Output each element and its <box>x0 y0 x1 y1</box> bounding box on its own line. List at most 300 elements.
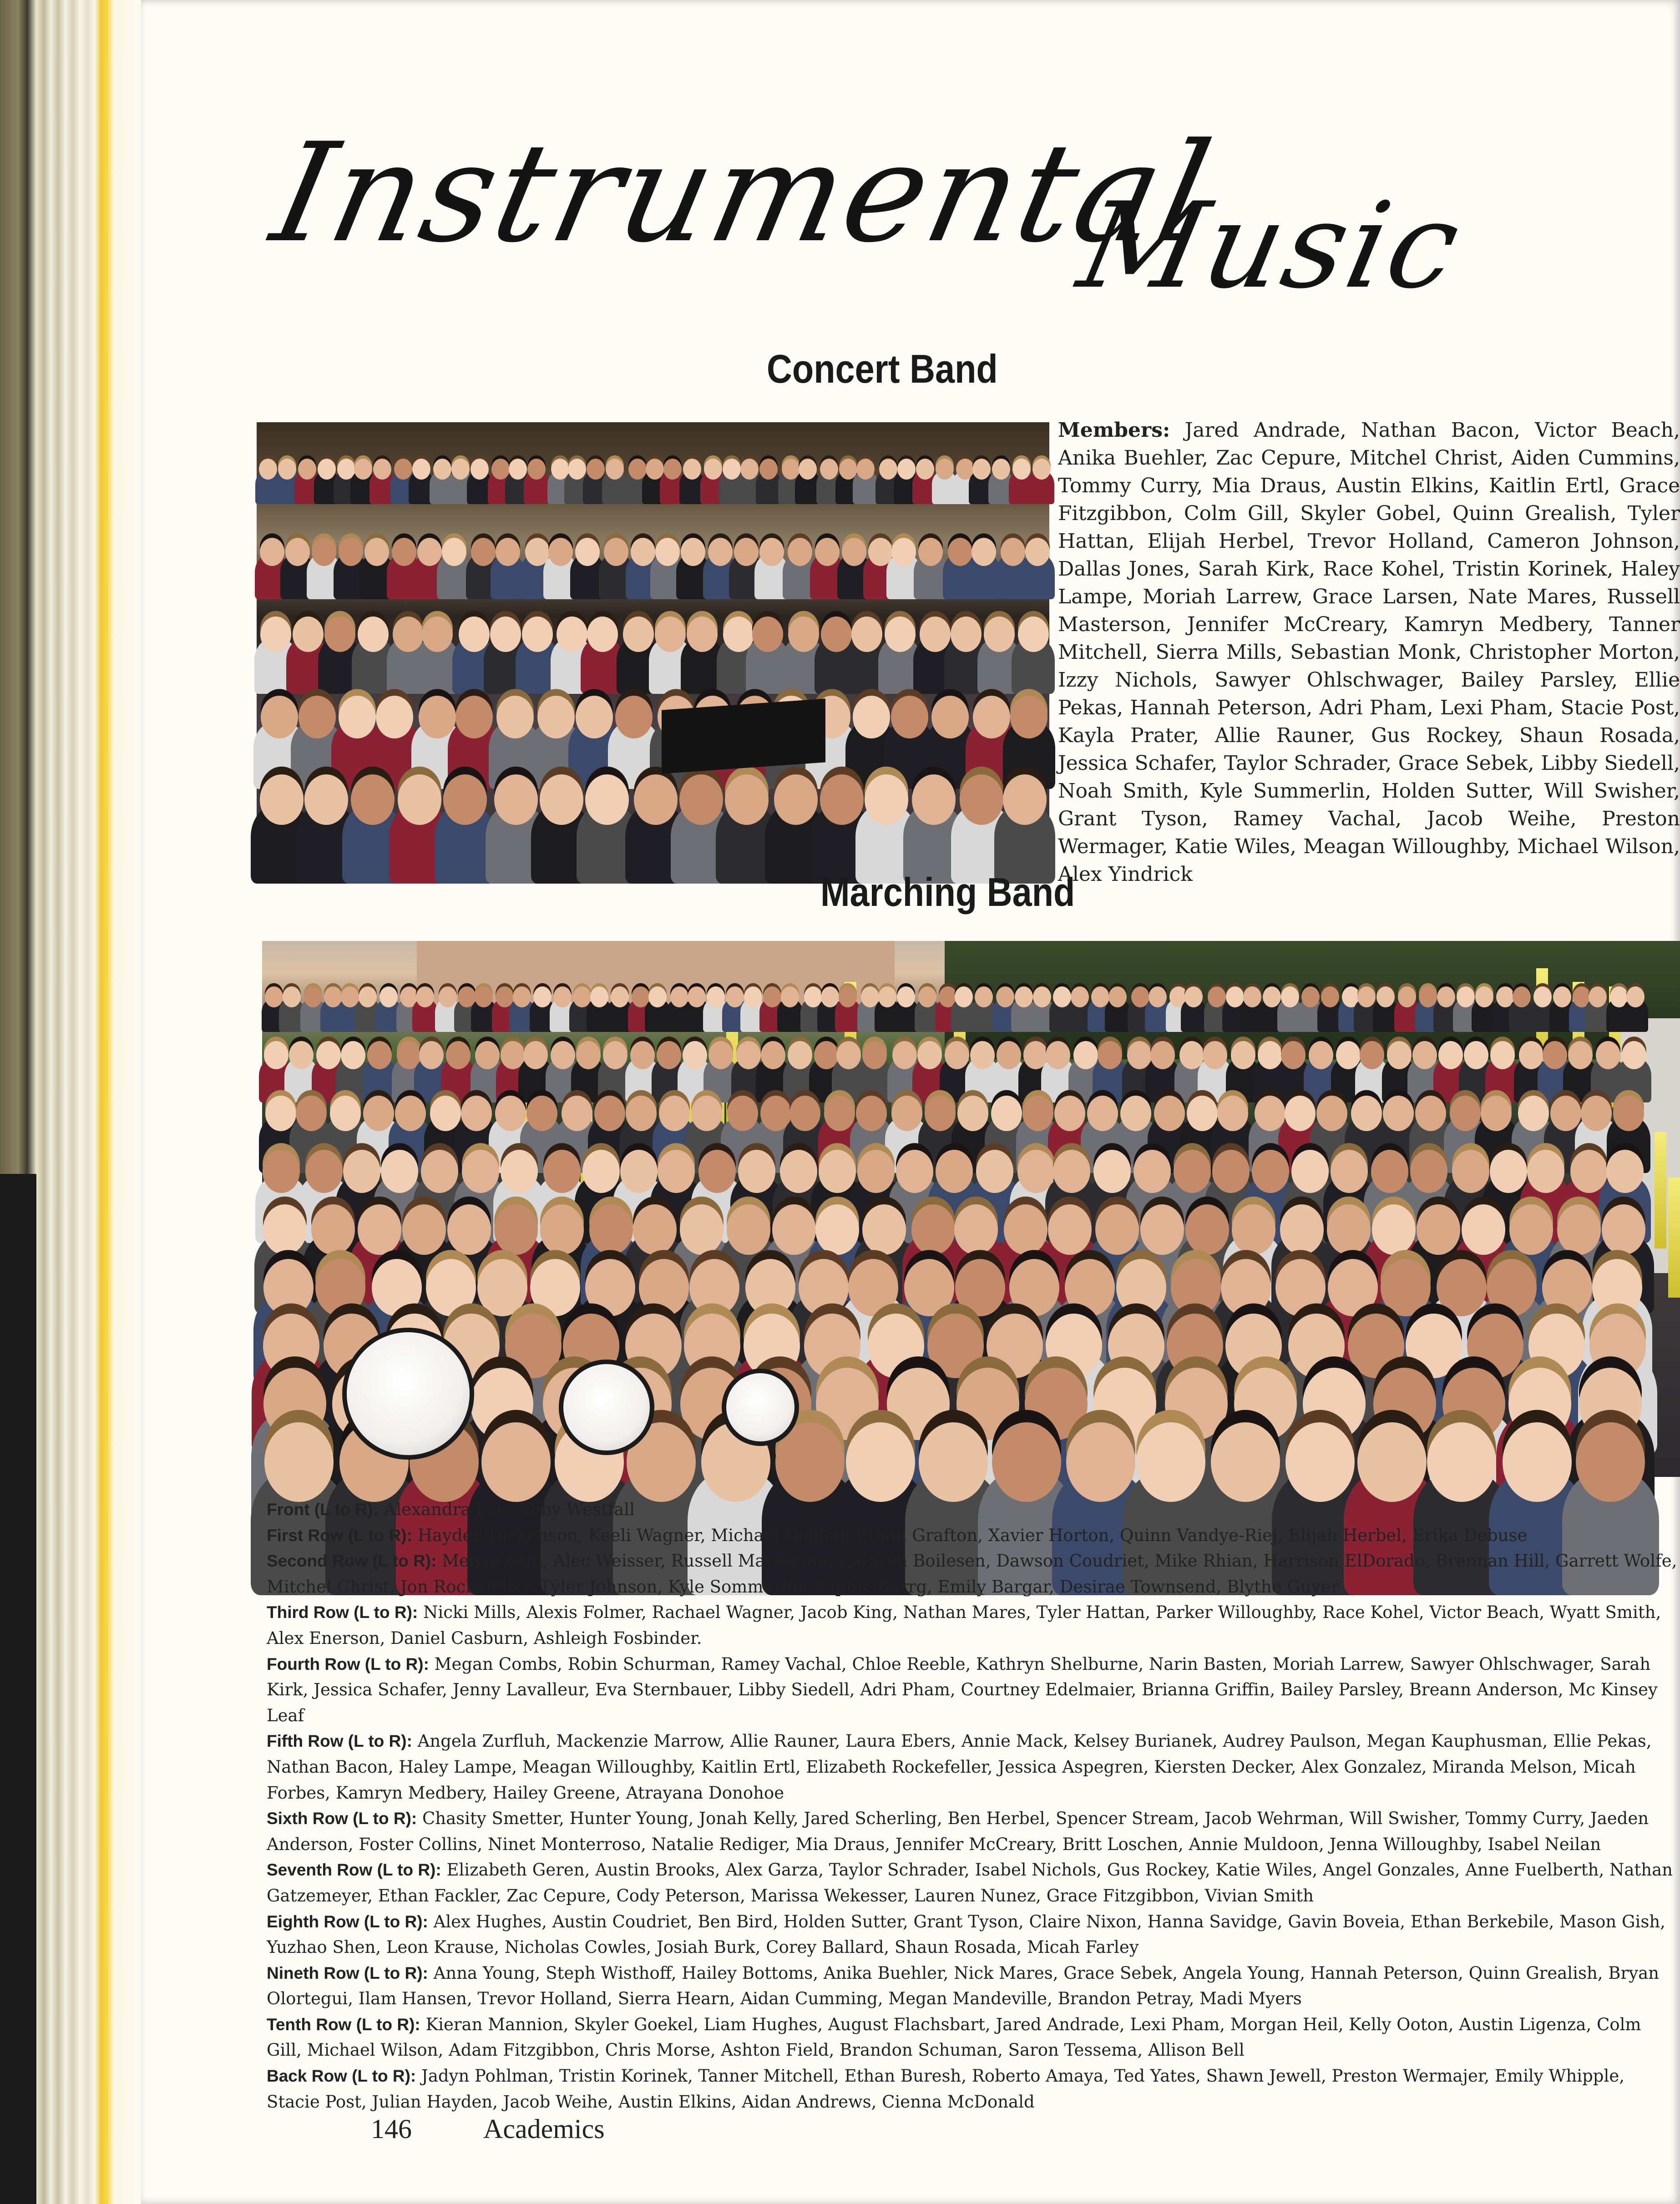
person-head <box>283 986 301 1007</box>
person-head <box>590 986 608 1007</box>
person-head <box>1606 1150 1644 1193</box>
person-head <box>815 1204 859 1254</box>
person-head <box>1275 1259 1326 1317</box>
person-head <box>341 1041 365 1069</box>
concert-band-crowd <box>257 422 1049 854</box>
person-head <box>655 538 680 566</box>
person-head <box>426 1259 476 1317</box>
person-head <box>1066 1422 1135 1502</box>
person-head <box>853 696 890 738</box>
person-head <box>1093 1150 1131 1193</box>
person-head <box>936 1150 973 1193</box>
person-head <box>759 459 778 480</box>
person-head <box>462 1150 499 1193</box>
person-head <box>263 1259 314 1317</box>
person-head <box>1450 1096 1481 1131</box>
caption-row-fifth: Fifth Row (L to R): Angela Zurfluh, Mackenzie Marrow, Allie Rauner, Laura Ebers, Annie Mack, Kelsey Burianek, Audrey Paulson, Megan Kauphusman, Ellie Pekas, Nathan Bacon, Haley Lampe, Meagan Willoughby, Kaitlin Ertl, Elizabeth Rockefeller, Jessica Aspegren, Kiersten Decker, Alex Gonzalez, Miranda Melson, Micah Forbes, Kamryn Medbery, Hailey Greene, Atrayana Donohoe <box>267 1731 1652 1803</box>
person-head <box>1372 1204 1416 1254</box>
person-head <box>264 1041 288 1069</box>
person-head <box>1376 986 1395 1007</box>
person-head <box>1136 1422 1205 1502</box>
person-head <box>316 1041 341 1069</box>
person-head <box>1415 1096 1446 1131</box>
person-head <box>548 538 573 566</box>
person-head <box>1022 1096 1053 1131</box>
person-head <box>278 459 296 480</box>
person-head <box>1073 1041 1098 1069</box>
person-head <box>1336 1041 1361 1069</box>
title-music: Music <box>1068 177 1473 315</box>
person-head <box>417 538 442 566</box>
person-head <box>1576 1422 1645 1502</box>
person-head <box>372 1259 422 1317</box>
person-head <box>439 986 457 1007</box>
person-head <box>562 1096 592 1131</box>
person-head <box>683 1041 707 1069</box>
person-head <box>1065 1259 1115 1317</box>
person-head <box>1596 1041 1620 1069</box>
person-head <box>1487 1259 1537 1317</box>
page-number: 146 <box>371 2114 412 2144</box>
person-head <box>395 1096 426 1131</box>
person-head <box>745 1259 795 1317</box>
person-head <box>354 459 372 480</box>
person-head <box>862 1204 906 1254</box>
caption-row-eighth: Eighth Row (L to R): Alex Hughes, Austin Coudriet, Ben Bird, Holden Sutter, Grant Tyson, Claire Nixon, Hanna Savidge, Gavin Boveia, Ethan Berkebile, Mason Gish, Yuzhao Shen, Leon Krause, Nicholas Cowles, Josiah Burk, Corey Ballard, Shaun Rosada, Micah Farley <box>267 1911 1665 1957</box>
person-head <box>1427 1422 1496 1502</box>
person-head <box>1437 1259 1487 1317</box>
concert-band-heading: Concert Band <box>767 346 998 391</box>
person-head <box>679 774 723 824</box>
person-head <box>659 1096 690 1131</box>
person-head <box>1581 1096 1612 1131</box>
person-head <box>1568 1041 1593 1069</box>
person-head <box>447 1204 491 1254</box>
person-head <box>897 986 915 1007</box>
person-head <box>836 1041 861 1069</box>
person-head <box>1410 1150 1447 1193</box>
person-head <box>1116 1259 1166 1317</box>
person-head <box>1211 1422 1280 1502</box>
person-head <box>285 538 310 566</box>
person-head <box>681 538 705 566</box>
person-head <box>780 1150 817 1193</box>
person-head <box>1095 1204 1139 1254</box>
person-head <box>1255 1096 1285 1131</box>
person-head <box>704 459 722 480</box>
person-head <box>260 774 304 824</box>
person-head <box>997 1041 1021 1069</box>
person-head <box>633 1204 677 1254</box>
person-head <box>264 1422 334 1502</box>
person-head <box>972 538 996 566</box>
person-head <box>657 1041 681 1069</box>
person-head <box>576 696 613 738</box>
person-head <box>496 538 520 566</box>
person-head <box>380 986 398 1007</box>
person-head <box>680 1204 724 1254</box>
person-head <box>1280 1204 1324 1254</box>
person-head <box>1357 1422 1427 1502</box>
person-head <box>419 1041 444 1069</box>
person-head <box>1001 538 1025 566</box>
person-head <box>774 774 818 824</box>
bass-drum <box>559 1360 654 1455</box>
person-head <box>475 1041 500 1069</box>
person-head <box>707 986 725 1007</box>
caption-row-second: Second Row (L to R): Megan Nun, Alec Weisser, Russell Masterson, Kathryn Boilesen, Dawson Coudriet, Mike Rhian, Harrison ElDorado, Brennan Hill, Garrett Wolfe, Mitchel Christ, Jon Rockefeller, Tyler Johnson, Kyle Sommerlin, Sophie Barrg, Emily Bargar, Desirae Townsend, Blythe Guyer <box>267 1551 1677 1597</box>
person-head <box>820 459 838 480</box>
person-head <box>1513 986 1531 1007</box>
person-head <box>1120 1096 1151 1131</box>
caption-row-ninth: Nineth Row (L to R): Anna Young, Steph Wisthoff, Hailey Bottoms, Anika Buehler, Nick Mares, Grace Sebek, Angela Young, Hannah Peterson, Quinn Grealish, Bryan Olortegui, Ilam Hansen, Trevor Holland, Sierra Hearn, Aidan Cumming, Megan Mandeville, Brandon Petray, Madi Myers <box>267 1963 1659 2009</box>
person-head <box>557 617 587 652</box>
person-head <box>1108 986 1127 1007</box>
person-head <box>865 774 908 824</box>
person-head <box>1383 1096 1414 1131</box>
person-head <box>788 617 819 652</box>
person-head <box>1309 1041 1333 1069</box>
person-head <box>904 1259 954 1317</box>
person-head <box>1553 986 1571 1007</box>
person-head <box>604 538 628 566</box>
person-head <box>1281 986 1299 1007</box>
person-head <box>1602 1204 1645 1254</box>
person-head <box>537 696 575 738</box>
person-head <box>471 538 496 566</box>
person-head <box>936 459 954 480</box>
person-head <box>412 459 430 480</box>
person-head <box>523 1041 548 1069</box>
person-head <box>1462 1204 1505 1254</box>
person-head <box>788 538 812 566</box>
members-label: Members: <box>1058 419 1170 442</box>
person-head <box>984 617 1015 652</box>
person-head <box>788 1041 812 1069</box>
bass-drum <box>722 1369 799 1446</box>
person-head <box>1406 1314 1462 1379</box>
person-head <box>1054 1096 1085 1131</box>
person-head <box>1527 1150 1564 1193</box>
person-head <box>455 696 493 738</box>
person-head <box>970 1041 995 1069</box>
person-head <box>1053 986 1071 1007</box>
person-head <box>1328 1259 1378 1317</box>
person-head <box>495 1096 526 1131</box>
person-head <box>819 1150 856 1193</box>
person-head <box>857 1150 895 1193</box>
person-head <box>1212 1150 1250 1193</box>
person-head <box>1438 1041 1463 1069</box>
members-list: Jared Andrade, Nathan Bacon, Victor Beach, Anika Buehler, Zac Cepure, Mitchel Christ, Aiden Cummins, Tommy Curry, Mia Draus, Austin Elkins, Kaitlin Ertl, Grace Fitzgibbon, Colm Gill, Skyler Gobel, Quinn Grealish, Tyler Hattan, Elijah Herbel, Trevor Holland, Cameron Johnson, Dallas Jones, Sarah Kirk, Race Kohel, Tristin Korinek, Haley Lampe, Moriah Larrew, Grace Larsen, Nate Mares, Russell Masterson, Jennifer McCreary, Kamryn Medbery, Tanner Mitchell, Sierra Mills, Sebastian Monk, Christopher Morton, Izzy Nichols, Sawyer Ohlschwager, Bailey Parsley, Ellie Pekas, Hannah Peterson, Adri Pham, Lexi Pham, Stacie Post, Kayla Prater, Allie Rauner, Gus Rockey, Shaun Rosada, Jessica Schafer, Taylor Schrader, Grace Sebek, Libby Siedell, Noah Smith, Kyle Summerlin, Holden Sutter, Will Swisher, Grant Tyson, Ramey Vachal, Jacob Weihe, Preston Wermager, Katie Wiles, Meagan Willoughby, Michael Wilson, Alex Yindrick <box>1058 419 1680 886</box>
person-head <box>957 1096 988 1131</box>
person-head <box>526 1096 557 1131</box>
person-head <box>1518 1096 1549 1131</box>
person-head <box>1032 459 1051 480</box>
person-head <box>708 1041 733 1069</box>
person-head <box>727 1096 758 1131</box>
person-head <box>648 986 667 1007</box>
person-head <box>1550 1096 1581 1131</box>
person-head <box>1232 1204 1275 1254</box>
person-head <box>972 459 991 480</box>
person-head <box>304 774 348 824</box>
person-head <box>1622 1041 1646 1069</box>
person-head <box>1171 1259 1221 1317</box>
person-head <box>289 1041 314 1069</box>
person-head <box>568 459 586 480</box>
person-head <box>1221 1259 1271 1317</box>
person-head <box>513 986 531 1007</box>
person-head <box>1371 1150 1408 1193</box>
person-head <box>1203 1041 1227 1069</box>
person-head <box>501 1150 538 1193</box>
person-head <box>1542 1259 1592 1317</box>
person-head <box>1018 617 1049 652</box>
person-head <box>763 986 781 1007</box>
person-head <box>1004 1204 1047 1254</box>
person-head <box>1626 986 1645 1007</box>
person-head <box>630 1041 655 1069</box>
person-head <box>626 1096 657 1131</box>
caption-row-front: Front (L to R): Alexandra Lee, Abby Westfall <box>267 1500 635 1519</box>
person-head <box>481 1422 551 1502</box>
person-head <box>925 1096 956 1131</box>
person-head <box>1543 1041 1567 1069</box>
person-head <box>1398 986 1416 1007</box>
person-head <box>789 1096 820 1131</box>
person-head <box>1133 1150 1171 1193</box>
person-head <box>339 696 376 738</box>
person-head <box>1281 1041 1306 1069</box>
person-head <box>821 617 852 652</box>
person-head <box>761 1041 785 1069</box>
person-head <box>1009 1259 1059 1317</box>
person-head <box>312 538 336 566</box>
person-head <box>1291 1150 1329 1193</box>
person-head <box>1457 986 1475 1007</box>
marching-band-caption <box>267 1497 1680 2112</box>
caption-row-third: Third Row (L to R): Nicki Mills, Alexis Folmer, Rachael Wagner, Jacob King, Nathan Mares, Tyler Hattan, Parker Willoughby, Race Kohel, Victor Beach, Wyatt Smith, Alex Enerson, Daniel Casburn, Ashleigh Fosbinder. <box>267 1602 1661 1648</box>
person-head <box>392 538 416 566</box>
person-head <box>917 1041 942 1069</box>
person-head <box>421 1150 458 1193</box>
person-head <box>744 986 762 1007</box>
person-head <box>846 1422 915 1502</box>
person-head <box>585 1259 635 1317</box>
marching-band-crowd <box>262 941 1680 1477</box>
person-head <box>430 1096 461 1131</box>
person-head <box>1033 986 1051 1007</box>
person-head <box>540 1204 584 1254</box>
person-head <box>973 696 1010 738</box>
person-head <box>442 538 466 566</box>
person-head <box>490 617 521 652</box>
person-head <box>772 1204 816 1254</box>
person-head <box>585 774 629 824</box>
person-head <box>1490 1041 1515 1069</box>
person-head <box>960 774 1003 824</box>
person-head <box>1475 986 1493 1007</box>
person-head <box>1327 1204 1371 1254</box>
person-head <box>299 696 336 738</box>
person-head <box>1174 1150 1211 1193</box>
person-head <box>496 696 534 738</box>
person-head <box>1613 1096 1644 1131</box>
person-head <box>575 538 600 566</box>
person-head <box>689 1259 739 1317</box>
caption-row-tenth: Tenth Row (L to R): Kieran Mannion, Skyler Goekel, Liam Hughes, August Flachsbart, Jared Andrade, Lexi Pham, Morgan Heil, Kelly Ooton, Austin Ligenza, Colm Gill, Michael Wilson, Adam Fitzgibbon, Chris Morse, Ashton Field, Brandon Schuman, Saron Tessema, Allison Bell <box>267 2014 1641 2060</box>
person-head <box>587 459 605 480</box>
person-head <box>975 986 993 1007</box>
person-head <box>1154 1096 1185 1131</box>
person-head <box>759 538 784 566</box>
caption-row-seventh: Seventh Row (L to R): Elizabeth Geren, Austin Brooks, Alex Garza, Taylor Schrader, Isabel Nichols, Gus Rockey, Katie Wiles, Angel Gonzales, Anne Fuelberth, Nathan Gatzemeyer, Ethan Fackler, Zac Cepure, Cody Peterson, Marissa Wekesser, Lauren Nunez, Grace Fitzgibbon, Vivian Smith <box>267 1860 1673 1906</box>
person-head <box>1437 986 1455 1007</box>
person-head <box>1321 986 1339 1007</box>
person-head <box>1149 986 1167 1007</box>
person-head <box>339 538 363 566</box>
person-head <box>376 696 413 738</box>
person-head <box>1452 1150 1489 1193</box>
person-head <box>976 1150 1013 1193</box>
person-head <box>398 774 441 824</box>
person-head <box>298 459 316 480</box>
person-head <box>851 617 882 652</box>
person-head <box>433 459 451 480</box>
person-head <box>799 1259 849 1317</box>
person-head <box>1098 1041 1122 1069</box>
person-head <box>530 1259 580 1317</box>
person-head <box>594 1096 625 1131</box>
person-head <box>631 538 655 566</box>
person-head <box>1464 1041 1488 1069</box>
person-head <box>1316 1096 1347 1131</box>
person-head <box>1263 986 1281 1007</box>
person-head <box>658 1150 695 1193</box>
person-head <box>259 459 277 480</box>
person-head <box>615 696 653 738</box>
person-head <box>351 774 395 824</box>
section-name: Academics <box>483 2114 605 2144</box>
person-head <box>839 986 857 1007</box>
person-head <box>996 986 1014 1007</box>
person-head <box>691 1096 722 1131</box>
person-head <box>912 774 956 824</box>
person-head <box>582 1150 620 1193</box>
person-head <box>1015 986 1033 1007</box>
person-head <box>1348 1314 1404 1379</box>
person-head <box>1025 538 1050 566</box>
person-head <box>725 774 769 824</box>
person-head <box>842 538 866 566</box>
title-instrumental: Instrumental <box>260 114 1225 273</box>
person-head <box>364 538 389 566</box>
person-head <box>1412 1041 1437 1069</box>
person-head <box>509 459 527 480</box>
person-head <box>879 459 897 480</box>
person-head <box>540 774 583 824</box>
caption-row-fourth: Fourth Row (L to R): Megan Combs, Robin Schurman, Ramey Vachal, Chloe Reeble, Kathryn Shelburne, Narin Basten, Moriah Larrew, Sawyer Ohlschwager, Sarah Kirk, Jessica Schafer, Jenny Lavalleur, Eva Sternbauer, Libby Siedell, Adri Pham, Courtney Edelmaier, Brianna Griffin, Bailey Parsley, Breann Anderson, Mc Kinsey Leaf <box>267 1654 1658 1725</box>
person-head <box>358 1204 401 1254</box>
person-head <box>611 986 629 1007</box>
person-head <box>1360 1041 1384 1069</box>
person-head <box>1285 1096 1316 1131</box>
person-head <box>891 538 916 566</box>
person-head <box>878 986 896 1007</box>
marching-band-photo <box>262 941 1680 1477</box>
person-head <box>820 774 864 824</box>
person-head <box>920 617 951 652</box>
person-head <box>708 538 733 566</box>
person-head <box>698 1150 736 1193</box>
person-head <box>824 1096 855 1131</box>
concert-band-photo <box>257 422 1049 854</box>
person-head <box>522 617 553 652</box>
person-head <box>919 1422 988 1502</box>
person-head <box>419 696 456 738</box>
person-head <box>296 1096 327 1131</box>
person-head <box>446 1041 471 1069</box>
caption-row-first: First Row (L to R): Hayden Dickenson, Keeli Wagner, Michael Golden, Ethan Grafton, Xavier Horton, Quinn Vandye-Riej, Elijah Herbel, Erika Debuse <box>267 1525 1528 1545</box>
person-head <box>955 986 973 1007</box>
yearbook-page <box>141 0 1680 2204</box>
person-head <box>1150 1041 1175 1069</box>
person-head <box>856 1096 887 1131</box>
caption-row-sixth: Sixth Row (L to R): Chasity Smetter, Hunter Young, Jonah Kelly, Jared Scherling, Ben Herbel, Spencer Stream, Jacob Wehrman, Will Swisher, Tommy Curry, Jaeden Anderson, Foster Collins, Ninet Monterroso, Natalie Rediger, Mia Draus, Jennifer McCreary, Britt Loschen, Annie Muldoon, Jenna Willoughby, Isabel Neilan <box>267 1809 1649 1854</box>
person-head <box>1185 1204 1229 1254</box>
person-head <box>263 1150 300 1193</box>
person-head <box>305 1150 343 1193</box>
person-head <box>634 774 678 824</box>
person-head <box>891 696 928 738</box>
person-head <box>1592 1259 1642 1317</box>
person-head <box>318 459 336 480</box>
person-head <box>443 774 487 824</box>
marching-band-heading: Marching Band <box>820 869 1075 915</box>
person-head <box>261 696 298 738</box>
person-head <box>738 1150 775 1193</box>
person-head <box>260 538 284 566</box>
person-head <box>1252 1150 1289 1193</box>
person-head <box>991 1096 1022 1131</box>
person-head <box>1285 1422 1355 1502</box>
person-head <box>734 538 759 566</box>
person-head <box>1351 1096 1382 1131</box>
person-head <box>911 1204 955 1254</box>
person-head <box>1184 986 1203 1007</box>
person-head <box>727 1204 770 1254</box>
person-head <box>1381 1259 1431 1317</box>
person-head <box>1419 986 1437 1007</box>
person-head <box>471 459 489 480</box>
music-stand <box>662 698 825 773</box>
person-head <box>1046 1041 1070 1069</box>
person-head <box>848 1259 898 1317</box>
person-head <box>381 1150 418 1193</box>
person-head <box>551 1041 575 1069</box>
person-head <box>896 1150 933 1193</box>
person-head <box>752 617 783 652</box>
person-head <box>821 986 839 1007</box>
person-head <box>394 459 412 480</box>
person-head <box>1533 986 1552 1007</box>
person-head <box>1481 1096 1512 1131</box>
person-head <box>1570 1150 1608 1193</box>
person-head <box>927 1314 984 1379</box>
person-head <box>623 617 654 652</box>
person-head <box>1187 1096 1218 1131</box>
